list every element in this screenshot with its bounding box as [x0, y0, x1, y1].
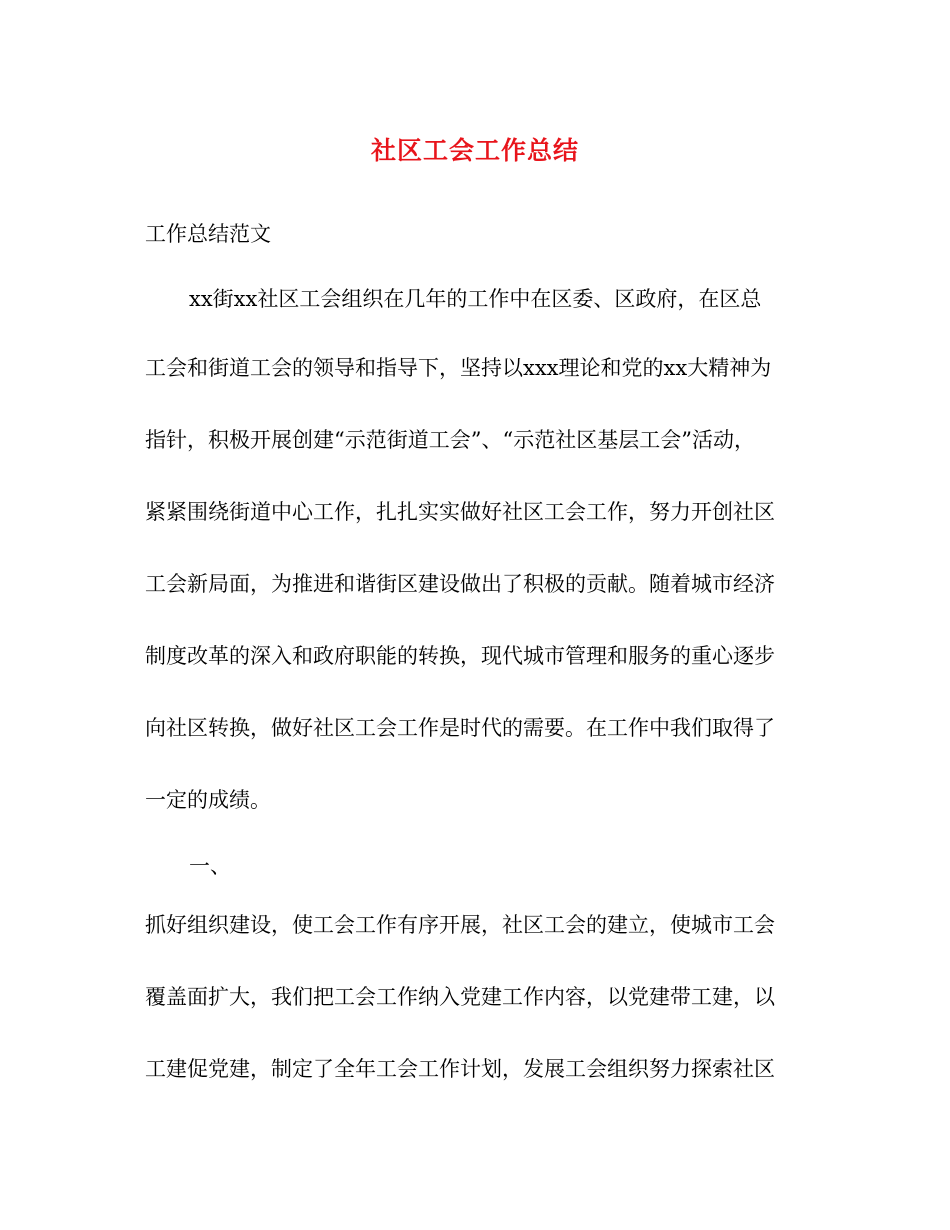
paragraph-line: 一定的成绩。 [145, 788, 271, 812]
paragraph-line: 覆盖面扩大，我们把工会工作纳入党建工作内容，以党建带工建，以 [145, 985, 775, 1009]
paragraph-line: 指针，积极开展创建“示范街道工会”、“示范社区基层工会”活动， [145, 428, 755, 452]
paragraph-line: 工会新局面，为推进和谐街区建设做出了积极的贡献。随着城市经济 [145, 572, 775, 596]
document-title: 社区工会工作总结 [370, 136, 579, 165]
section-heading: 一、 [189, 854, 231, 878]
paragraph-line: 工建促党建，制定了全年工会工作计划，发展工会组织努力探索社区 [145, 1057, 775, 1081]
document-subtitle: 工作总结范文 [145, 222, 271, 246]
paragraph-line: 制度改革的深入和政府职能的转换，现代城市管理和服务的重心逐步 [145, 644, 775, 668]
paragraph-line: 紧紧围绕街道中心工作，扎扎实实做好社区工会工作，努力开创社区 [145, 500, 775, 524]
paragraph-line: xx街xx社区工会组织在几年的工作中在区委、区政府，在区总 [189, 287, 762, 311]
paragraph-line: 工会和街道工会的领导和指导下，坚持以xxx理论和党的xx大精神为 [145, 356, 772, 380]
paragraph-line: 向社区转换，做好社区工会工作是时代的需要。在工作中我们取得了 [145, 716, 775, 740]
paragraph-line: 抓好组织建设，使工会工作有序开展，社区工会的建立，使城市工会 [145, 913, 775, 937]
